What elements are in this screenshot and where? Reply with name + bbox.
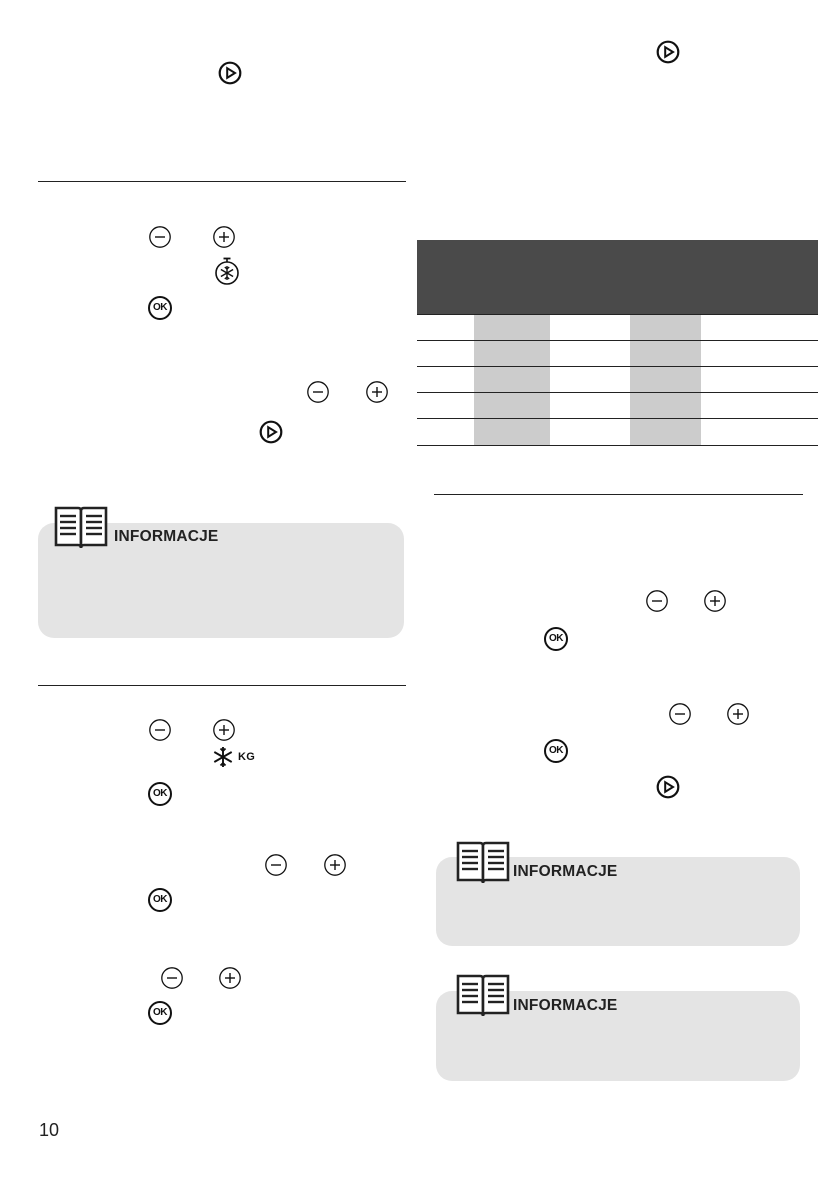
table-row-line [417,366,818,367]
minus-icon [160,966,184,990]
info-title: INFORMACJE [513,863,618,880]
ok-button-icon: OK [544,739,568,763]
ok-button-icon: OK [148,782,172,806]
plus-icon [703,589,727,613]
book-icon [455,972,511,1023]
ok-button-icon: OK [148,296,172,320]
play-icon [259,420,283,444]
section-divider [38,181,406,182]
plus-icon [212,718,236,742]
book-icon [53,504,109,555]
book-icon [455,839,511,890]
page-number: 10 [39,1120,60,1140]
section-divider [434,494,803,495]
table-shaded-column [474,314,550,445]
info-title: INFORMACJE [114,528,219,545]
minus-icon [668,702,692,726]
play-icon [656,40,680,64]
play-icon [218,61,242,85]
table-row-line [417,340,818,341]
table-row-line [417,392,818,393]
table-row-line [417,314,818,315]
kg-label: KG [238,751,256,763]
table-row-line [417,418,818,419]
table-header [417,240,818,314]
defrost-time-icon [213,256,241,286]
minus-icon [264,853,288,877]
table-row-line [417,445,818,446]
plus-icon [323,853,347,877]
info-title: INFORMACJE [513,997,618,1014]
minus-icon [148,718,172,742]
play-icon [656,775,680,799]
snowflake-icon [211,746,235,768]
table-shaded-column [630,314,701,445]
ok-button-icon: OK [148,1001,172,1025]
ok-button-icon: OK [544,627,568,651]
minus-icon [645,589,669,613]
plus-icon [218,966,242,990]
minus-icon [306,380,330,404]
section-divider [38,685,406,686]
plus-icon [365,380,389,404]
minus-icon [148,225,172,249]
plus-icon [726,702,750,726]
plus-icon [212,225,236,249]
ok-button-icon: OK [148,888,172,912]
